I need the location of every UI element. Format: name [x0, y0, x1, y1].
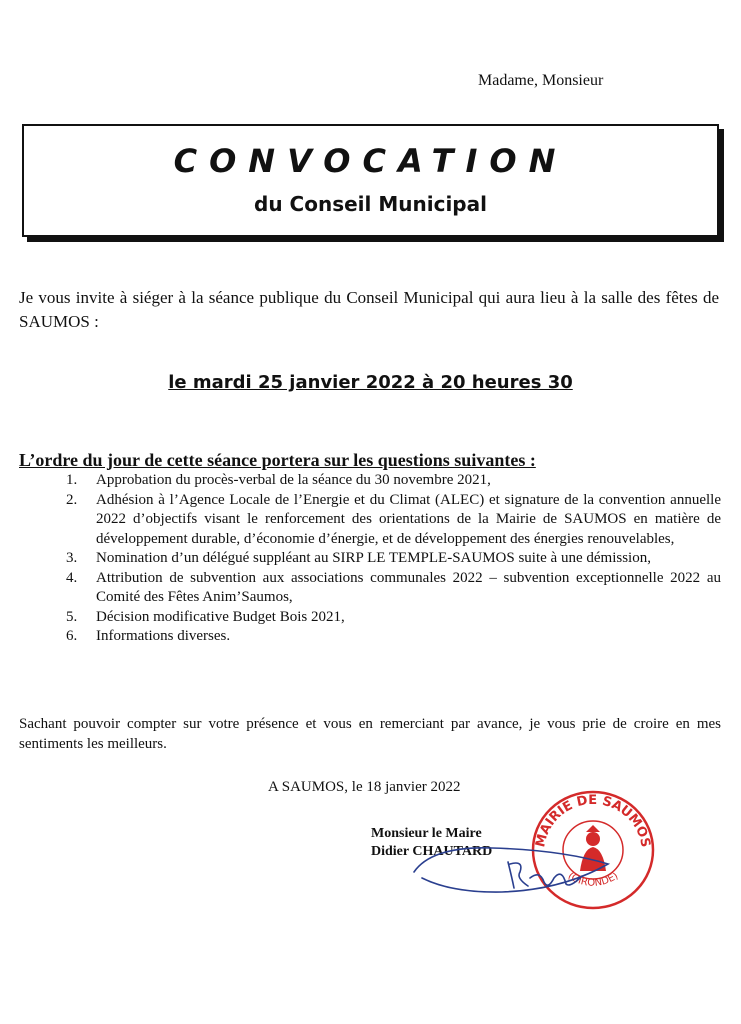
document-subtitle: du Conseil Municipal: [254, 192, 487, 216]
title-box: [22, 124, 719, 237]
agenda-item-number: 6.: [66, 628, 78, 644]
agenda-item: [66, 491, 721, 550]
agenda-item-number: 2.: [66, 491, 78, 508]
agenda-item-number: 1.: [66, 472, 78, 488]
agenda-item: [66, 471, 721, 491]
closing-paragraph: Sachant pouvoir compter sur votre présence et vous en remerciant par avance, je vous prie de croire en mes sentiments les meilleurs.: [19, 716, 721, 752]
agenda-list: [66, 471, 721, 647]
agenda-item-text: Adhésion à l’Agence Locale de l’Energie et du Climat (ALEC) et signature de la convention annuelle 2022 d’objectifs visant le renforcement des orientations de la Mairie de SAUMOS en matière de développement durable, d’économie d’énergie, et de développement des énergies renouvelables,: [96, 491, 721, 547]
agenda-heading: L’ordre du jour de cette séance portera sur les questions suivantes :: [19, 450, 536, 470]
agenda-item-text: Approbation du procès-verbal de la séance du 30 novembre 2021,: [96, 472, 491, 488]
agenda-item-text: Informations diverses.: [96, 628, 231, 644]
agenda-item-number: 5.: [66, 608, 78, 625]
agenda-item-text: Nomination d’un délégué suppléant au SIRP LE TEMPLE-SAUMOS suite à une démission,: [96, 550, 651, 566]
signatory-role: Monsieur le Maire: [371, 826, 482, 841]
intro-paragraph: Je vous invite à siéger à la séance publique du Conseil Municipal qui aura lieu à la salle des fêtes de SAUMOS :: [19, 288, 719, 331]
signatory-name: Didier CHAUTARD: [371, 844, 493, 859]
document-title: CONVOCATION: [173, 142, 568, 180]
mayor-signature: [412, 838, 612, 898]
addressee: Madame, Monsieur: [478, 72, 604, 89]
agenda-item-number: 3.: [66, 550, 78, 566]
agenda-item-text: Attribution de subvention aux associations communales 2022 – subvention exceptionnelle 2022 au Comité des Fêtes Anim’Saumos,: [96, 569, 721, 605]
place-date: A SAUMOS, le 18 janvier 2022: [268, 779, 461, 795]
agenda-item: [66, 627, 721, 647]
stamp-top-text: MAIRIE DE SAUMOS: [533, 792, 653, 849]
agenda-item: [66, 608, 721, 628]
agenda-item-text: Décision modificative Budget Bois 2021,: [96, 608, 345, 625]
stamp-bottom-text: (GIRONDE): [565, 870, 621, 889]
agenda-item: [66, 549, 721, 569]
agenda-item-number: 4.: [66, 569, 78, 586]
agenda-item: [66, 569, 721, 608]
meeting-date: le mardi 25 janvier 2022 à 20 heures 30: [168, 372, 573, 393]
